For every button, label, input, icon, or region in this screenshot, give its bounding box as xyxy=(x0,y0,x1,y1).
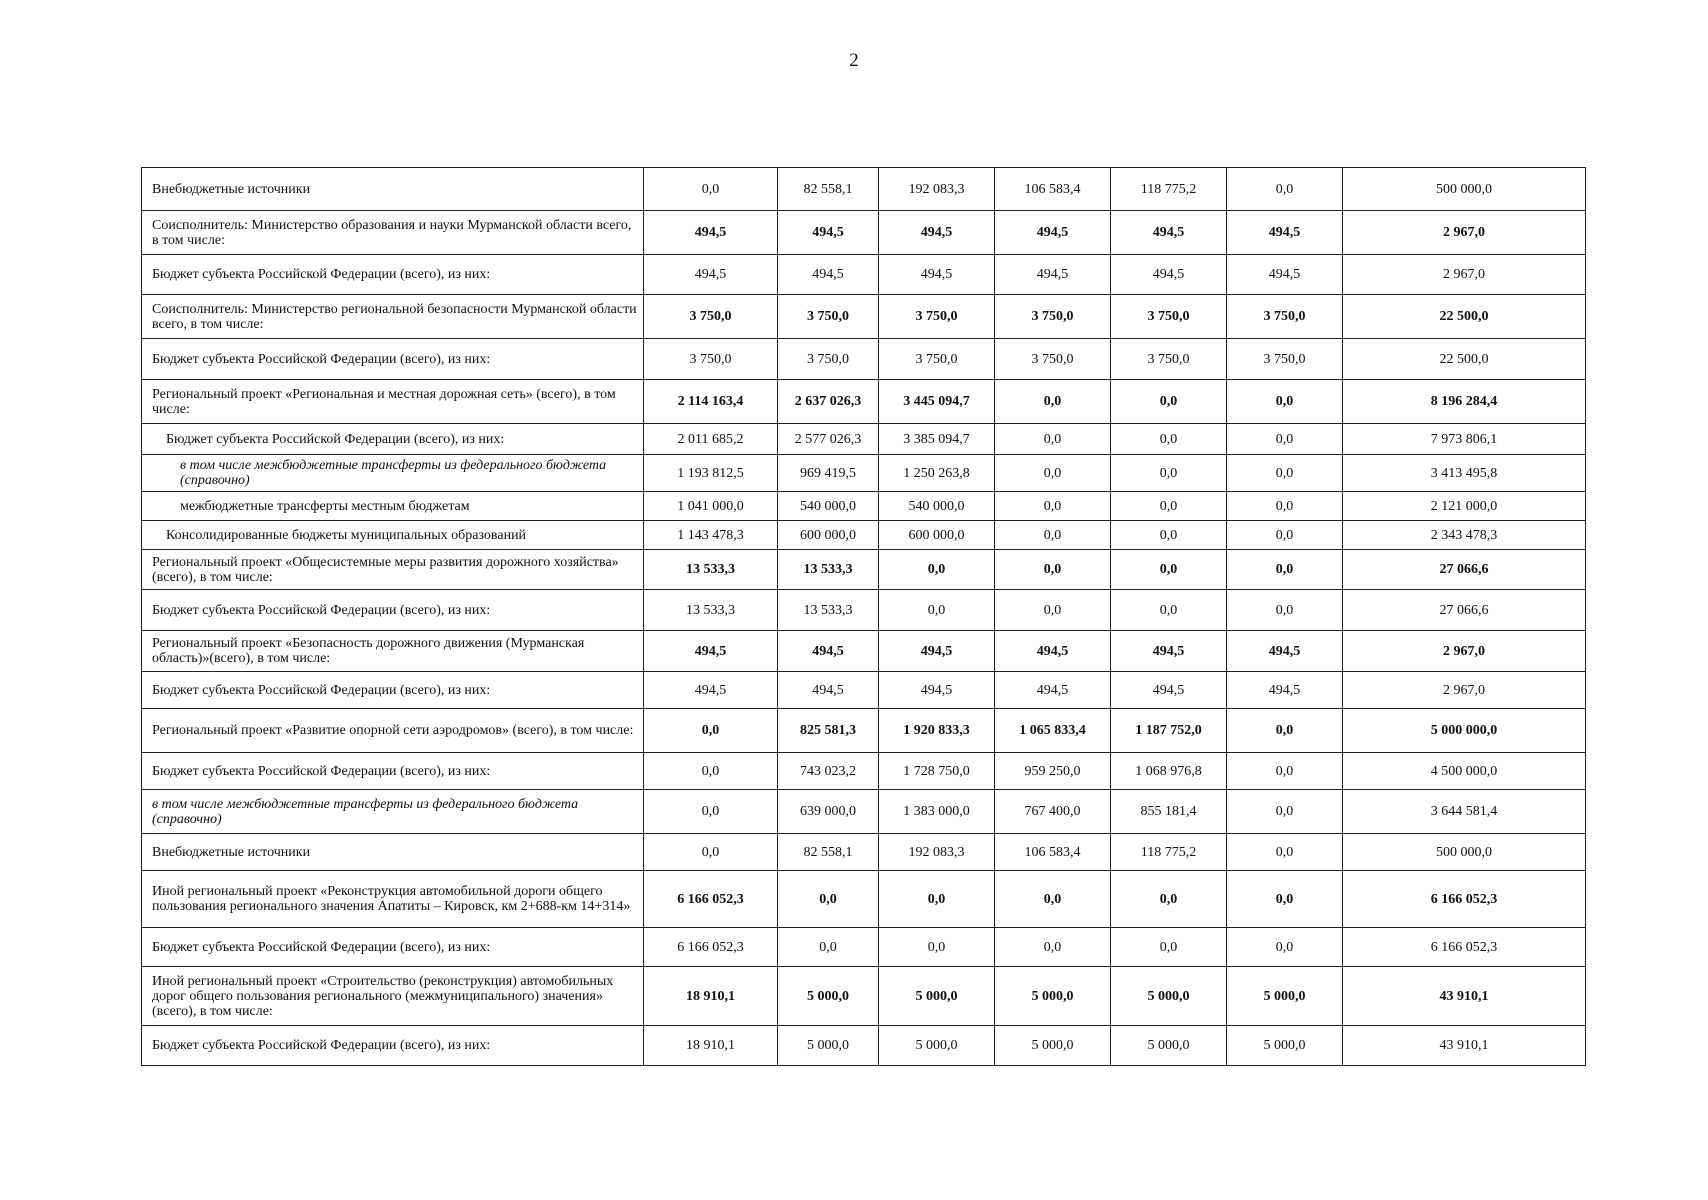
value-cell: 6 166 052,3 xyxy=(644,928,778,967)
table-row xyxy=(142,455,1586,492)
value-cell: 2 577 026,3 xyxy=(778,424,879,455)
row-label: Внебюджетные источники xyxy=(142,834,644,871)
value-cell: 13 533,3 xyxy=(778,550,879,590)
value-cell: 18 910,1 xyxy=(644,967,778,1026)
row-label: Региональный проект «Общесистемные меры развития дорожного хозяйства» (всего), в том числе: xyxy=(142,550,644,590)
value-cell: 5 000,0 xyxy=(1111,967,1227,1026)
row-label: Бюджет субъекта Российской Федерации (всего), из них: xyxy=(142,1026,644,1066)
value-cell: 1 193 812,5 xyxy=(644,455,778,492)
value-cell: 500 000,0 xyxy=(1343,168,1586,211)
value-cell: 5 000,0 xyxy=(778,967,879,1026)
value-cell: 3 750,0 xyxy=(644,295,778,339)
value-cell: 1 041 000,0 xyxy=(644,492,778,521)
value-cell: 494,5 xyxy=(644,631,778,672)
value-cell: 0,0 xyxy=(879,928,995,967)
table-row xyxy=(142,1026,1586,1066)
value-cell: 0,0 xyxy=(1227,424,1343,455)
value-cell: 0,0 xyxy=(995,521,1111,550)
value-cell: 0,0 xyxy=(879,590,995,631)
value-cell: 106 583,4 xyxy=(995,168,1111,211)
table-row xyxy=(142,967,1586,1026)
value-cell: 118 775,2 xyxy=(1111,834,1227,871)
value-cell: 494,5 xyxy=(995,255,1111,295)
value-cell: 494,5 xyxy=(644,255,778,295)
value-cell: 2 967,0 xyxy=(1343,255,1586,295)
value-cell: 192 083,3 xyxy=(879,834,995,871)
value-cell: 2 121 000,0 xyxy=(1343,492,1586,521)
value-cell: 600 000,0 xyxy=(778,521,879,550)
table-row xyxy=(142,631,1586,672)
value-cell: 959 250,0 xyxy=(995,753,1111,790)
value-cell: 0,0 xyxy=(1227,871,1343,928)
value-cell: 494,5 xyxy=(778,672,879,709)
value-cell: 540 000,0 xyxy=(879,492,995,521)
value-cell: 0,0 xyxy=(1111,424,1227,455)
value-cell: 6 166 052,3 xyxy=(644,871,778,928)
row-label: Консолидированные бюджеты муниципальных образований xyxy=(142,521,644,550)
value-cell: 0,0 xyxy=(1111,492,1227,521)
value-cell: 494,5 xyxy=(879,631,995,672)
budget-table xyxy=(141,167,1586,1066)
value-cell: 0,0 xyxy=(995,871,1111,928)
value-cell: 494,5 xyxy=(995,631,1111,672)
value-cell: 18 910,1 xyxy=(644,1026,778,1066)
table-row xyxy=(142,339,1586,380)
value-cell: 0,0 xyxy=(995,590,1111,631)
value-cell: 5 000,0 xyxy=(778,1026,879,1066)
value-cell: 3 750,0 xyxy=(995,339,1111,380)
value-cell: 5 000,0 xyxy=(1111,1026,1227,1066)
value-cell: 0,0 xyxy=(879,871,995,928)
value-cell: 2 114 163,4 xyxy=(644,380,778,424)
value-cell: 494,5 xyxy=(1227,255,1343,295)
value-cell: 2 637 026,3 xyxy=(778,380,879,424)
value-cell: 0,0 xyxy=(778,871,879,928)
table-row xyxy=(142,380,1586,424)
value-cell: 0,0 xyxy=(1227,709,1343,753)
value-cell: 4 500 000,0 xyxy=(1343,753,1586,790)
value-cell: 0,0 xyxy=(1227,928,1343,967)
value-cell: 27 066,6 xyxy=(1343,590,1586,631)
value-cell: 43 910,1 xyxy=(1343,967,1586,1026)
value-cell: 0,0 xyxy=(644,168,778,211)
value-cell: 3 750,0 xyxy=(1111,295,1227,339)
table-row xyxy=(142,550,1586,590)
value-cell: 5 000,0 xyxy=(1227,967,1343,1026)
value-cell: 0,0 xyxy=(995,380,1111,424)
table-row xyxy=(142,492,1586,521)
row-label: Бюджет субъекта Российской Федерации (всего), из них: xyxy=(142,255,644,295)
value-cell: 7 973 806,1 xyxy=(1343,424,1586,455)
value-cell: 3 750,0 xyxy=(879,295,995,339)
value-cell: 3 750,0 xyxy=(1111,339,1227,380)
value-cell: 1 728 750,0 xyxy=(879,753,995,790)
value-cell: 0,0 xyxy=(1111,521,1227,550)
value-cell: 0,0 xyxy=(644,834,778,871)
table-row xyxy=(142,295,1586,339)
table-row xyxy=(142,255,1586,295)
value-cell: 3 750,0 xyxy=(879,339,995,380)
value-cell: 743 023,2 xyxy=(778,753,879,790)
value-cell: 0,0 xyxy=(1227,521,1343,550)
value-cell: 1 068 976,8 xyxy=(1111,753,1227,790)
value-cell: 192 083,3 xyxy=(879,168,995,211)
value-cell: 825 581,3 xyxy=(778,709,879,753)
value-cell: 1 065 833,4 xyxy=(995,709,1111,753)
value-cell: 494,5 xyxy=(1227,631,1343,672)
value-cell: 3 750,0 xyxy=(644,339,778,380)
value-cell: 27 066,6 xyxy=(1343,550,1586,590)
value-cell: 5 000 000,0 xyxy=(1343,709,1586,753)
value-cell: 639 000,0 xyxy=(778,790,879,834)
value-cell: 22 500,0 xyxy=(1343,339,1586,380)
value-cell: 0,0 xyxy=(879,550,995,590)
value-cell: 0,0 xyxy=(1227,168,1343,211)
table-row xyxy=(142,790,1586,834)
row-label: в том числе межбюджетные трансферты из федерального бюджета (справочно) xyxy=(142,790,644,834)
table-row xyxy=(142,709,1586,753)
value-cell: 3 413 495,8 xyxy=(1343,455,1586,492)
page-number: 2 xyxy=(849,50,859,71)
value-cell: 2 343 478,3 xyxy=(1343,521,1586,550)
value-cell: 106 583,4 xyxy=(995,834,1111,871)
value-cell: 6 166 052,3 xyxy=(1343,928,1586,967)
value-cell: 0,0 xyxy=(1227,790,1343,834)
value-cell: 13 533,3 xyxy=(644,550,778,590)
value-cell: 5 000,0 xyxy=(1227,1026,1343,1066)
row-label: Иной региональный проект «Строительство (реконструкция) автомобильных дорог общего пользования регионального (межмуниципального) значения» (всего), в том числе: xyxy=(142,967,644,1026)
value-cell: 2 967,0 xyxy=(1343,631,1586,672)
value-cell: 494,5 xyxy=(778,211,879,255)
value-cell: 8 196 284,4 xyxy=(1343,380,1586,424)
row-label: Иной региональный проект «Реконструкция автомобильной дороги общего пользования регионального значения Апатиты – Кировск, км 2+688-км 14+314» xyxy=(142,871,644,928)
value-cell: 0,0 xyxy=(1227,590,1343,631)
value-cell: 494,5 xyxy=(1227,211,1343,255)
value-cell: 0,0 xyxy=(1227,550,1343,590)
value-cell: 540 000,0 xyxy=(778,492,879,521)
value-cell: 0,0 xyxy=(1227,753,1343,790)
value-cell: 600 000,0 xyxy=(879,521,995,550)
value-cell: 2 967,0 xyxy=(1343,211,1586,255)
value-cell: 82 558,1 xyxy=(778,168,879,211)
value-cell: 494,5 xyxy=(879,211,995,255)
value-cell: 0,0 xyxy=(995,492,1111,521)
value-cell: 0,0 xyxy=(644,753,778,790)
value-cell: 494,5 xyxy=(1111,631,1227,672)
value-cell: 855 181,4 xyxy=(1111,790,1227,834)
value-cell: 3 750,0 xyxy=(778,339,879,380)
value-cell: 969 419,5 xyxy=(778,455,879,492)
budget-table-body xyxy=(142,168,1586,1066)
value-cell: 5 000,0 xyxy=(879,967,995,1026)
table-row xyxy=(142,590,1586,631)
value-cell: 494,5 xyxy=(644,672,778,709)
row-label: Региональный проект «Развитие опорной сети аэродромов» (всего), в том числе: xyxy=(142,709,644,753)
value-cell: 0,0 xyxy=(995,455,1111,492)
row-label: Бюджет субъекта Российской Федерации (всего), из них: xyxy=(142,590,644,631)
value-cell: 3 445 094,7 xyxy=(879,380,995,424)
value-cell: 5 000,0 xyxy=(995,967,1111,1026)
value-cell: 13 533,3 xyxy=(644,590,778,631)
value-cell: 500 000,0 xyxy=(1343,834,1586,871)
value-cell: 1 383 000,0 xyxy=(879,790,995,834)
value-cell: 494,5 xyxy=(879,255,995,295)
value-cell: 3 750,0 xyxy=(1227,339,1343,380)
value-cell: 494,5 xyxy=(778,631,879,672)
value-cell: 5 000,0 xyxy=(879,1026,995,1066)
value-cell: 1 143 478,3 xyxy=(644,521,778,550)
value-cell: 494,5 xyxy=(995,211,1111,255)
value-cell: 494,5 xyxy=(1111,255,1227,295)
value-cell: 0,0 xyxy=(995,928,1111,967)
table-row xyxy=(142,672,1586,709)
value-cell: 0,0 xyxy=(1111,928,1227,967)
value-cell: 1 920 833,3 xyxy=(879,709,995,753)
value-cell: 0,0 xyxy=(1111,455,1227,492)
value-cell: 494,5 xyxy=(1111,672,1227,709)
row-label: Региональный проект «Безопасность дорожного движения (Мурманская область)»(всего), в том числе: xyxy=(142,631,644,672)
value-cell: 5 000,0 xyxy=(995,1026,1111,1066)
value-cell: 118 775,2 xyxy=(1111,168,1227,211)
value-cell: 0,0 xyxy=(1227,380,1343,424)
row-label: межбюджетные трансферты местным бюджетам xyxy=(142,492,644,521)
value-cell: 0,0 xyxy=(644,709,778,753)
value-cell: 494,5 xyxy=(1111,211,1227,255)
value-cell: 1 187 752,0 xyxy=(1111,709,1227,753)
table-row xyxy=(142,928,1586,967)
value-cell: 13 533,3 xyxy=(778,590,879,631)
row-label: в том числе межбюджетные трансферты из федерального бюджета (справочно) xyxy=(142,455,644,492)
row-label: Бюджет субъекта Российской Федерации (всего), из них: xyxy=(142,339,644,380)
table-row xyxy=(142,168,1586,211)
value-cell: 0,0 xyxy=(1111,871,1227,928)
value-cell: 3 750,0 xyxy=(995,295,1111,339)
row-label: Бюджет субъекта Российской Федерации (всего), из них: xyxy=(142,753,644,790)
value-cell: 3 385 094,7 xyxy=(879,424,995,455)
value-cell: 3 750,0 xyxy=(778,295,879,339)
value-cell: 767 400,0 xyxy=(995,790,1111,834)
value-cell: 0,0 xyxy=(995,550,1111,590)
value-cell: 0,0 xyxy=(1227,492,1343,521)
value-cell: 0,0 xyxy=(1111,380,1227,424)
table-row xyxy=(142,753,1586,790)
table-row xyxy=(142,424,1586,455)
value-cell: 0,0 xyxy=(1111,550,1227,590)
row-label: Бюджет субъекта Российской Федерации (всего), из них: xyxy=(142,928,644,967)
value-cell: 1 250 263,8 xyxy=(879,455,995,492)
value-cell: 82 558,1 xyxy=(778,834,879,871)
value-cell: 0,0 xyxy=(1227,455,1343,492)
row-label: Соисполнитель: Министерство региональной безопасности Мурманской области всего, в том числе: xyxy=(142,295,644,339)
row-label: Бюджет субъекта Российской Федерации (всего), из них: xyxy=(142,672,644,709)
value-cell: 0,0 xyxy=(995,424,1111,455)
row-label: Бюджет субъекта Российской Федерации (всего), из них: xyxy=(142,424,644,455)
value-cell: 494,5 xyxy=(879,672,995,709)
table-row xyxy=(142,521,1586,550)
table-row xyxy=(142,211,1586,255)
value-cell: 494,5 xyxy=(995,672,1111,709)
value-cell: 43 910,1 xyxy=(1343,1026,1586,1066)
value-cell: 2 011 685,2 xyxy=(644,424,778,455)
row-label: Внебюджетные источники xyxy=(142,168,644,211)
value-cell: 494,5 xyxy=(644,211,778,255)
value-cell: 6 166 052,3 xyxy=(1343,871,1586,928)
table-row xyxy=(142,871,1586,928)
value-cell: 494,5 xyxy=(1227,672,1343,709)
value-cell: 2 967,0 xyxy=(1343,672,1586,709)
value-cell: 3 750,0 xyxy=(1227,295,1343,339)
value-cell: 0,0 xyxy=(1111,590,1227,631)
table-row xyxy=(142,834,1586,871)
value-cell: 0,0 xyxy=(1227,834,1343,871)
value-cell: 0,0 xyxy=(778,928,879,967)
value-cell: 22 500,0 xyxy=(1343,295,1586,339)
row-label: Соисполнитель: Министерство образования и науки Мурманской области всего, в том числе: xyxy=(142,211,644,255)
value-cell: 494,5 xyxy=(778,255,879,295)
value-cell: 0,0 xyxy=(644,790,778,834)
row-label: Региональный проект «Региональная и местная дорожная сеть» (всего), в том числе: xyxy=(142,380,644,424)
value-cell: 3 644 581,4 xyxy=(1343,790,1586,834)
